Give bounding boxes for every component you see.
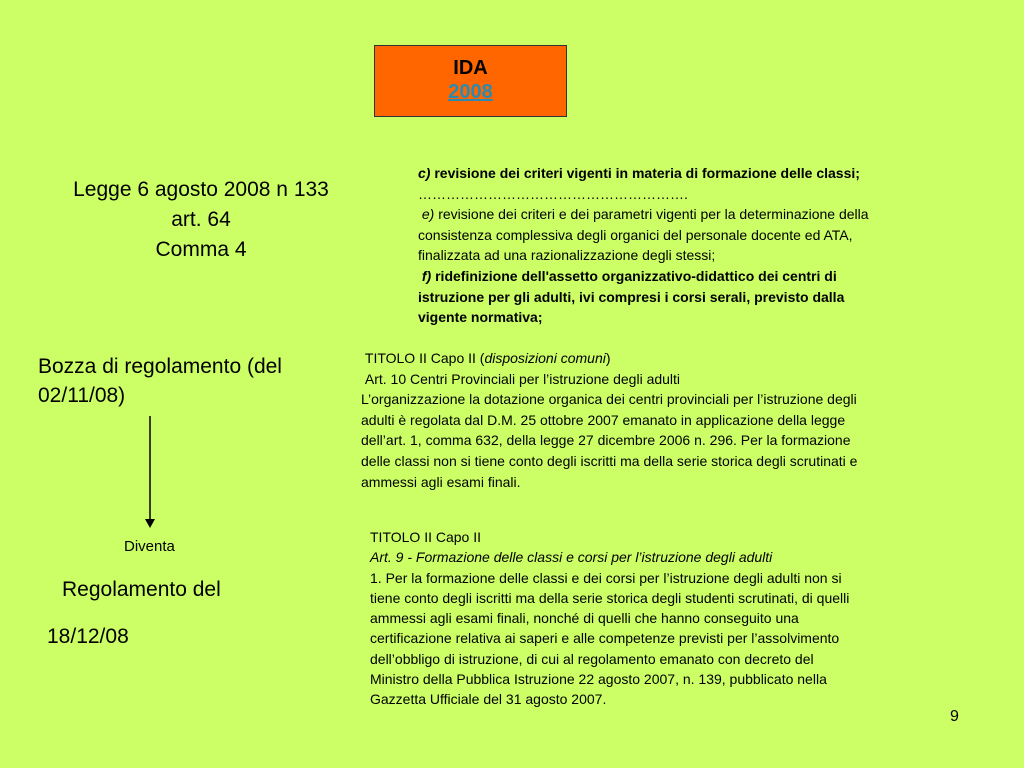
paragraph-line: dell’obbligo di istruzione, di cui al regolamento emanato con decreto del [370,650,814,667]
paragraph-line: certificazione relativa ai saperi e alle competenze previsti per l’assolvimento [370,630,840,647]
item-e-text: revisione dei criteri e dei parametri vigenti per la determinazione della [434,206,869,223]
paragraph-line: delle classi non si tiene conto degli iscritti ma della serie storica degli scrutinati e [361,452,858,469]
bozza-text [361,348,981,492]
paragraph-line: ammessi agli esami finali. [361,473,521,490]
title-year-link[interactable]: 2008 [448,81,493,103]
item-e [418,204,978,225]
page-number: 9 [950,708,959,725]
article-heading [361,369,981,390]
paragraph-line: dell’art. 1, comma 632, della legge 27 dicembre 2006 n. 296. Per la formazione [361,432,851,449]
paragraph-line: ammessi agli esami finali, nonché di quelli che hanno conseguito una [370,610,799,627]
item-e-cont: consistenza complessiva degli organici del personale docente ed ATA, [418,226,853,243]
item-e-cont: finalizzata ad una razionalizzazione degli stessi; [418,247,716,264]
title-ida: IDA [453,57,488,79]
bozza-regolamento [38,352,348,410]
legge-line: Legge 6 agosto 2008 n 133 [73,178,329,201]
paragraph-line: L’organizzazione la dotazione organica dei centri provinciali per l’istruzione degli [361,391,857,408]
ellipsis-line: …………………………………………………. [418,185,688,202]
legge-line: art. 64 [171,208,231,231]
titolo-heading [361,348,981,369]
titolo-italic: disposizioni comuni [484,350,606,366]
titolo-prefix: TITOLO II Capo II ( [364,350,485,366]
legge-line: Comma 4 [155,238,247,261]
regolamento-date: 18/12/08 [47,625,129,648]
titolo-suffix: ) [605,350,611,366]
item-c-text: revisione dei criteri vigenti in materia di formazione delle classi; [430,165,860,181]
down-arrow-icon [140,416,160,528]
diventa-label: Diventa [124,538,175,555]
item-e-letter: e) [421,206,435,223]
article-title: Art. 10 Centri Provinciali per l’istruzione degli adulti [364,370,681,387]
paragraph-line: Gazzetta Ufficiale del 31 agosto 2007. [370,691,607,708]
title-box [374,45,567,117]
paragraph-line: adulti è regolata dal D.M. 25 ottobre 2007 emanato in applicazione della legge [361,411,846,428]
paragraph-line: Ministro della Pubblica Istruzione 22 agosto 2007, n. 139, pubblicato nella [370,671,827,688]
item-f [418,266,978,287]
item-f-text: ridefinizione dell'assetto organizzativo-didattico dei centri di [431,267,837,284]
item-f-letter: f) [421,267,432,284]
item-f-cont: istruzione per gli adulti, ivi compresi i corsi serali, previsto dalla [418,288,845,305]
titolo-heading: TITOLO II Capo II [370,529,482,545]
item-c [418,163,978,184]
legge-reference [36,175,366,265]
regolamento-label: Regolamento del [62,578,221,601]
bozza-line: Bozza di regolamento (del [38,355,282,378]
item-c-letter: c) [418,165,431,181]
article-heading: Art. 9 - Formazione delle classi e corsi per l’istruzione degli adulti [370,549,773,566]
bozza-line: 02/11/08) [38,384,126,407]
paragraph-line: tiene conto degli iscritti ma della serie storica degli studenti scrutinati, di quelli [370,589,850,606]
legge-comma-text [418,163,978,328]
regolamento-text [370,527,970,710]
paragraph-line: 1. Per la formazione delle classi e dei corsi per l’istruzione degli adulti non si [370,569,842,586]
item-f-cont: vigente normativa; [418,309,543,326]
